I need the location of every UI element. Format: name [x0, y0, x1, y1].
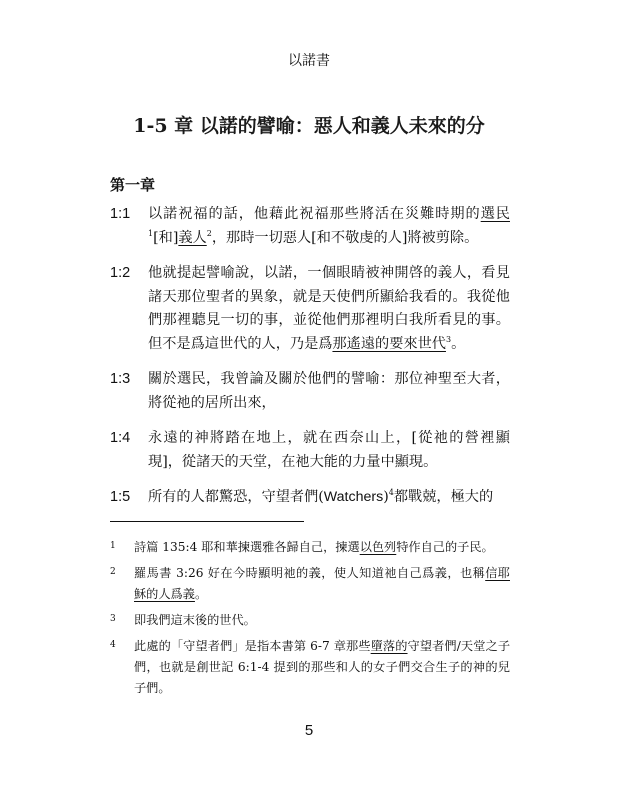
underlined-phrase: 義人 [178, 229, 207, 246]
verse [110, 368, 510, 415]
underlined-phrase: 選民 [480, 206, 510, 222]
footnote-text [134, 610, 510, 631]
verse-number: 1:4 [110, 430, 131, 446]
text-run: 此處的「守望者們」是指本書第 6-7 章那些 [134, 639, 371, 653]
footnote-ref: 3 [445, 334, 452, 344]
text-run: 。 [194, 587, 208, 601]
latin-term: Watchers [323, 489, 384, 505]
text-run: 所有的人都驚恐，守望者們( [148, 489, 324, 505]
text-run: 都戰兢，極大的 [393, 489, 494, 505]
footnote [110, 636, 510, 699]
footnote-text [134, 636, 510, 699]
verse [110, 262, 510, 356]
text-run: 他就提起譬喻說，以諾，一個眼睛被神開啓的義人，看見諸天那位聖者的異象，就是天使們所顯給我看的。我從他們那裡聽見一切的事，並從他們那裡明白我所看見的事。但不是爲這世代的人，乃是爲 [148, 265, 510, 352]
underlined-phrase: 以色列 [359, 540, 397, 554]
verse-text [148, 262, 510, 356]
verse-text [148, 486, 510, 510]
text-run: 以諾祝福的話，他藉此祝福那些將活在災難時期的 [148, 206, 481, 222]
section-heading: 第一章 [110, 176, 156, 194]
footnote [110, 537, 510, 558]
page-number: 5 [304, 722, 314, 739]
verse-number: 1:2 [110, 265, 131, 281]
verse-number: 1:3 [110, 371, 131, 387]
underlined-phrase: 墮落的 [370, 639, 408, 653]
verse-text [148, 368, 510, 415]
footnote-number: 2 [110, 567, 116, 577]
text-run: 守望者們/天堂之子們，也就是創世記 6:1-4 提到的那些和人的女子們交合生子的神的兒子們。 [134, 639, 511, 695]
verse [110, 203, 510, 250]
verse-number: 1:5 [110, 489, 131, 505]
underlined-phrase: 信耶穌的人爲義 [134, 566, 510, 601]
verse-text [148, 427, 510, 474]
text-run: 。 [451, 335, 466, 352]
text-run: 關於選民，我曾論及關於他們的譬喻：那位神聖至大者，將從祂的居所出來， [148, 371, 510, 411]
text-run: 即我們這末後的世代。 [134, 613, 256, 627]
footnote-list [110, 537, 510, 704]
footnote-number: 1 [110, 541, 116, 551]
footnote [110, 563, 510, 605]
text-run: ) [383, 489, 389, 505]
footnote-ref: 4 [388, 488, 394, 497]
text-run: [和] [153, 229, 179, 246]
verse-text [148, 203, 510, 250]
footnote-divider [110, 521, 304, 522]
verse [110, 427, 510, 474]
verse-list [110, 203, 510, 522]
footnote-text [134, 537, 510, 558]
footnote-ref: 1 [148, 228, 154, 238]
verse-number: 1:1 [110, 206, 131, 222]
verse [110, 486, 510, 510]
underlined-phrase: 那遙遠的要來世代 [332, 335, 446, 352]
text-run: ，那時一切惡人[和不敬虔的人]將被剪除。 [211, 229, 479, 246]
footnote-ref: 2 [206, 228, 212, 238]
footnote-number: 3 [110, 614, 116, 624]
chapter-title: 1-5 章 以諾的譬喻：惡人和義人未來的分 [133, 115, 485, 137]
running-head: 以諾書 [288, 53, 330, 69]
text-run: 詩篇 135:4 耶和華揀選雅各歸自己，揀選 [134, 540, 360, 554]
text-run: 永遠的神將踏在地上，就在西奈山上，[從祂的營裡顯現]，從諸天的天堂，在祂大能的力量中顯現。 [148, 430, 510, 470]
footnote-number: 4 [110, 640, 116, 650]
footnote [110, 610, 510, 631]
text-run: 羅馬書 3:26 好在今時顯明祂的義，使人知道祂自己爲義，也稱 [134, 566, 486, 580]
text-run: 特作自己的子民。 [396, 540, 494, 554]
footnote-text [134, 563, 510, 605]
